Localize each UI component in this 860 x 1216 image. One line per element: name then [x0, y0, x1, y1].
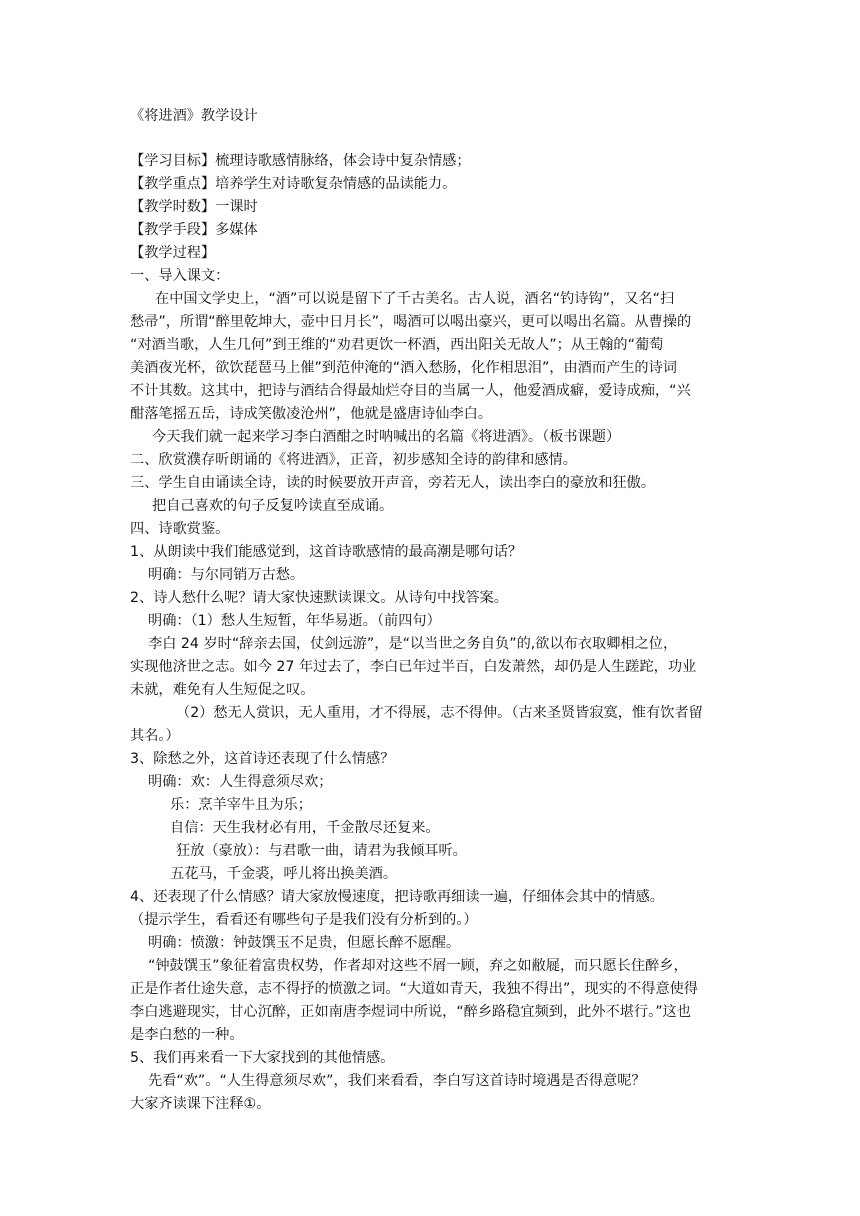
answer-3-item: 狂放（豪放）：与君歌一曲，请君为我倾耳听。	[176, 843, 467, 859]
step-four: 四、诗歌赏鉴。	[130, 521, 230, 537]
question-3: 3、除愁之外，这首诗还表现了什么情感？	[130, 751, 395, 767]
paragraph-line: 酣落笔摇五岳，诗成笑傲凌沧州”，他就是盛唐诗仙李白。	[130, 406, 493, 422]
paragraph-line: “对酒当歌，人生几何”到王维的“劝君更饮一杯酒，西出阳关无故人”；从王翰的“葡萄	[130, 337, 664, 353]
paragraph-line: 是李白愁的一种。	[130, 1027, 244, 1043]
answer-3-item: 乐：烹羊宰牛且为乐；	[170, 797, 312, 813]
section-means: 【教学手段】多媒体	[130, 222, 258, 238]
section-key-points: 【教学重点】培养学生对诗歌复杂情感的品读能力。	[130, 176, 457, 192]
paragraph-line: 在中国文学史上，“酒”可以说是留下了千古美名。古人说，酒名“钓诗钩”，又名“扫	[155, 291, 675, 307]
answer-4: 明确：愤激：钟鼓馔玉不足贵，但愿长醉不愿醒。	[148, 935, 461, 951]
answer-2-part-1: 明确：（1）愁人生短暂，年华易逝。（前四句）	[148, 613, 441, 629]
section-hours: 【教学时数】一课时	[130, 199, 258, 215]
paragraph-line: 大家齐读课下注释①。	[130, 1096, 271, 1112]
step-three: 三、学生自由诵读全诗，读的时候要放开声音，旁若无人，读出李白的豪放和狂傲。	[130, 475, 655, 491]
document-title: 《将进酒》教学设计	[130, 108, 258, 124]
section-process: 【教学过程】	[130, 245, 216, 261]
paragraph-line: 李白 24 岁时“辞亲去国，仗剑远游”，是“以当世之务自负”的,欲以布衣取卿相之位，	[148, 636, 678, 652]
section-objectives: 【学习目标】梳理诗歌感情脉络，体会诗中复杂情感；	[130, 153, 471, 169]
paragraph-line: “钟鼓馔玉”象征着富贵权势，作者却对这些不屑一顾，弃之如敝屣，而只愿长住醉乡，	[148, 958, 688, 974]
answer-2-part-2: （2）愁无人赏识，无人重用，才不得展，志不得伸。（古来圣贤皆寂寞，惟有饮者留	[176, 705, 703, 721]
paragraph-line: 实现他济世之志。如今 27 年过去了，李白已年过半百，白发萧然，却仍是人生蹉跎，功业	[130, 659, 697, 675]
paragraph-line: 正是作者仕途失意，志不得抒的愤激之词。“大道如青天，我独不得出”，现实的不得意使得	[130, 981, 699, 997]
question-1: 1、从朗读中我们能感觉到，这首诗歌感情的最高潮是哪句话？	[130, 544, 523, 560]
question-2: 2、诗人愁什么呢？请大家快速默读课文。从诗句中找答案。	[130, 590, 508, 606]
question-5: 5、我们再来看一下大家找到的其他情感。	[130, 1050, 395, 1066]
paragraph-line: 李白逃避现实，甘心沉醉，正如南唐李煜词中所说，“醉乡路稳宜频到，此外不堪行。”这也	[130, 1004, 691, 1020]
answer-3: 明确：欢：人生得意须尽欢；	[148, 774, 333, 790]
answer-1: 明确：与尔同销万古愁。	[148, 567, 305, 583]
paragraph-line: 不计其数。这其中，把诗与酒结合得最灿烂夺目的当属一人，他爱酒成癖，爱诗成痴，“兴	[130, 383, 691, 399]
paragraph-line: （提示学生，看看还有哪些句子是我们没有分析到的。）	[130, 912, 478, 928]
paragraph-line: 未就，难免有人生短促之叹。	[130, 682, 315, 698]
heading-introduction: 一、导入课文：	[130, 268, 230, 284]
step-two: 二、欣赏濮存昕朗诵的《将进酒》，正音，初步感知全诗的韵律和感情。	[130, 452, 577, 468]
paragraph-line: 美酒夜光杯，欲饮琵琶马上催”到范仲淹的“酒入愁肠，化作相思泪”，由酒而产生的诗词	[130, 360, 677, 376]
question-4: 4、还表现了什么情感？请大家放慢速度，把诗歌再细读一遍，仔细体会其中的情感。	[130, 889, 664, 905]
paragraph-line: 愁帚”，所谓“醉里乾坤大，壶中日月长”，喝酒可以喝出豪兴，更可以喝出名篇。从曹操的	[130, 314, 692, 330]
paragraph-line: 先看“欢”。“人生得意须尽欢”，我们来看看，李白写这首诗时境遇是否得意呢？	[148, 1073, 646, 1089]
paragraph-line: 把自己喜欢的句子反复吟读直至成诵。	[152, 498, 394, 514]
answer-3-item: 五花马，千金裘，呼儿将出换美酒。	[170, 866, 398, 882]
paragraph-line: 今天我们就一起来学习李白酒酣之时呐喊出的名篇《将进酒》。（板书课题）	[152, 429, 621, 445]
answer-3-item: 自信：天生我材必有用，千金散尽还复来。	[170, 820, 440, 836]
paragraph-line: 其名。）	[130, 728, 180, 744]
